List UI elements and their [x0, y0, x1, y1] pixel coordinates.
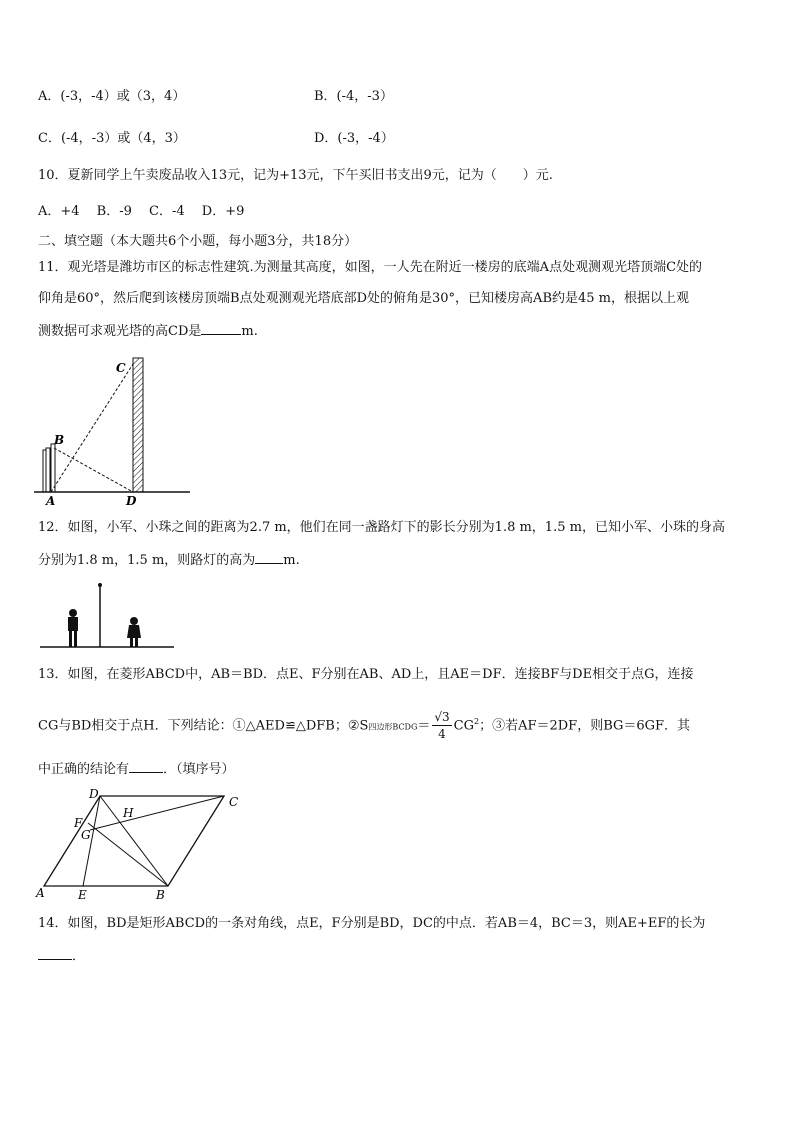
q13-figure — [34, 786, 244, 904]
label-d: D — [89, 787, 99, 801]
fraction-numerator: √3 — [434, 710, 450, 725]
q12-figure — [38, 580, 178, 650]
label-a: A — [46, 494, 56, 508]
q11-unit: m. — [241, 324, 258, 339]
person-xiaozhu — [127, 617, 141, 647]
label-d: D — [126, 494, 137, 508]
answer-blank — [38, 947, 72, 960]
q13-text-b: CG — [453, 718, 474, 734]
q13-line1: 13．如图，在菱形ABCD中，AB＝BD．点E、F分别在AB、AD上，且AE＝DF．连接BF与DE相交于点G，连接 — [38, 667, 694, 682]
label-b: B — [156, 888, 165, 902]
q13-line3-tail: ．（填序号） — [163, 762, 235, 777]
q13-subscript: 四边形BCDG — [368, 722, 418, 732]
q12-line2-text: 分别为1.8 m，1.5 m，则路灯的高为 — [38, 553, 256, 568]
fraction — [432, 709, 451, 742]
q13-line2 — [38, 702, 690, 747]
q13-text-c: ；③若AF＝2DF，则BG＝6GF．其 — [479, 718, 691, 734]
label-a: A — [36, 886, 45, 900]
answer-blank — [129, 760, 163, 773]
segment-cg — [90, 796, 224, 830]
q14-line1: 14．如图，BD是矩形ABCD的一条对角线，点E，F分别是BD，DC的中点．若AB＝4，BC＝3，则AE+EF的长为 — [38, 916, 706, 931]
q13-equals: ＝ — [417, 718, 431, 734]
q11-line1: 11．观光塔是潍坊市区的标志性建筑.为测量其高度，如图，一人先在附近一楼房的底端A点处观测观光塔顶端C处的 — [38, 260, 703, 275]
answer-blank — [255, 551, 283, 564]
answer-blank — [201, 322, 241, 335]
q9-option-a: A．(-3，-4）或（3，4） — [38, 89, 186, 104]
q11-figure — [34, 350, 194, 508]
label-h: H — [123, 806, 134, 820]
label-c: C — [116, 361, 126, 375]
q13-line3-text: 中正确的结论有 — [38, 762, 130, 777]
q9-option-b: B．(-4，-3） — [314, 89, 393, 104]
label-b: B — [54, 433, 65, 447]
q12-unit: m. — [283, 553, 300, 568]
fraction-denominator: 4 — [438, 727, 446, 742]
q11-line3-text: 测数据可求观光塔的高CD是 — [38, 324, 202, 339]
q11-line3 — [38, 322, 258, 341]
tower-shape — [133, 358, 143, 492]
label-c: C — [229, 795, 239, 809]
q13-text-a: CG与BD相交于点H．下列结论：①△AED≌△DFB；②S — [38, 718, 369, 734]
q9-option-c: C．(-4，-3）或（4，3） — [38, 131, 186, 146]
label-g: G — [81, 828, 91, 842]
q10-stem: 10．夏新同学上午卖废品收入13元，记为+13元，下午买旧书支出9元，记为（ ）元. — [38, 168, 553, 183]
label-f: F — [74, 816, 83, 830]
section-heading: 二、填空题（本大题共6个小题，每小题3分，共18分） — [38, 234, 358, 249]
q9-option-d: D．(-3，-4） — [314, 131, 394, 146]
label-e: E — [78, 888, 87, 902]
q14-line2 — [38, 947, 85, 966]
q12-line2 — [38, 551, 300, 570]
q13-superscript: 2 — [473, 717, 480, 726]
q10-options: A．+4 B．-9 C．-4 D．+9 — [38, 204, 245, 219]
line-bd — [54, 448, 133, 492]
person-xiaojun — [68, 609, 78, 647]
q11-line2: 仰角是60°，然后爬到该楼房顶端B点处观测观光塔底部D处的俯角是30°，已知楼房高AB约是45 m，根据以上观 — [38, 291, 690, 306]
q13-line3 — [38, 760, 235, 779]
q14-line2-tail: ． — [72, 949, 86, 964]
q12-line1: 12．如图，小军、小珠之间的距离为2.7 m，他们在同一盏路灯下的影长分别为1.8 m，1.5 m，已知小军、小珠的身高 — [38, 520, 725, 535]
line-ac — [51, 364, 133, 492]
